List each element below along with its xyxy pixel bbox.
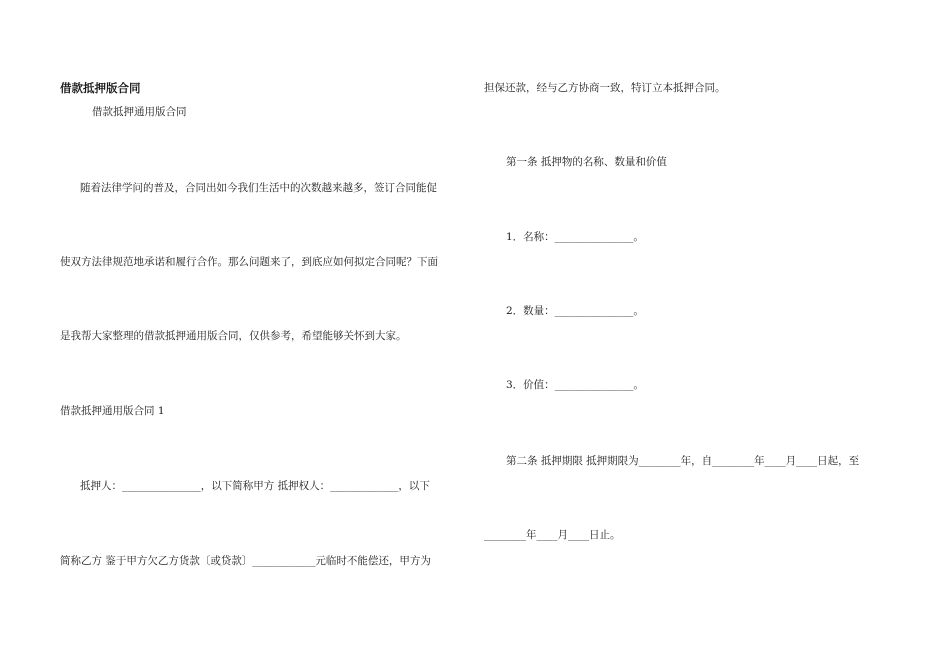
article-2-end: ________年____月____日止。 xyxy=(484,529,621,541)
item-value: 3．价值：_______________。 xyxy=(506,379,644,391)
party-line-2: 简称乙方 鉴于甲方欠乙方货款〔或贷款〕____________元临时不能偿还，甲方为 xyxy=(60,555,431,567)
item-quantity: 2．数量：_______________。 xyxy=(506,305,644,317)
intro-line-1: 随着法律学问的普及，合同出如今我们生活中的次数越来越多，签订合同能促 xyxy=(80,182,437,194)
continuation-line: 担保还款，经与乙方协商一致，特订立本抵押合同。 xyxy=(484,82,726,94)
article-2-heading: 第二条 抵押期限 抵押期限为________年，自________年____月____日起，至 xyxy=(506,455,860,467)
article-1-heading: 第一条 抵押物的名称、数量和价值 xyxy=(506,156,667,168)
document-title: 借款抵押版合同 xyxy=(60,81,141,95)
intro-line-2: 使双方法律规范地承诺和履行合作。那么问题来了，到底应如何拟定合同呢？下面 xyxy=(60,256,438,268)
item-name: 1．名称：_______________。 xyxy=(506,231,644,243)
document-subtitle: 借款抵押通用版合同 xyxy=(92,106,187,118)
intro-line-3: 是我帮大家整理的借款抵押通用版合同，仅供参考，希望能够关怀到大家。 xyxy=(60,330,407,342)
section-heading: 借款抵押通用版合同 1 xyxy=(60,405,165,417)
party-line-1: 抵押人：_______________，以下简称甲方 抵押权人：_____________，以下 xyxy=(80,480,430,492)
